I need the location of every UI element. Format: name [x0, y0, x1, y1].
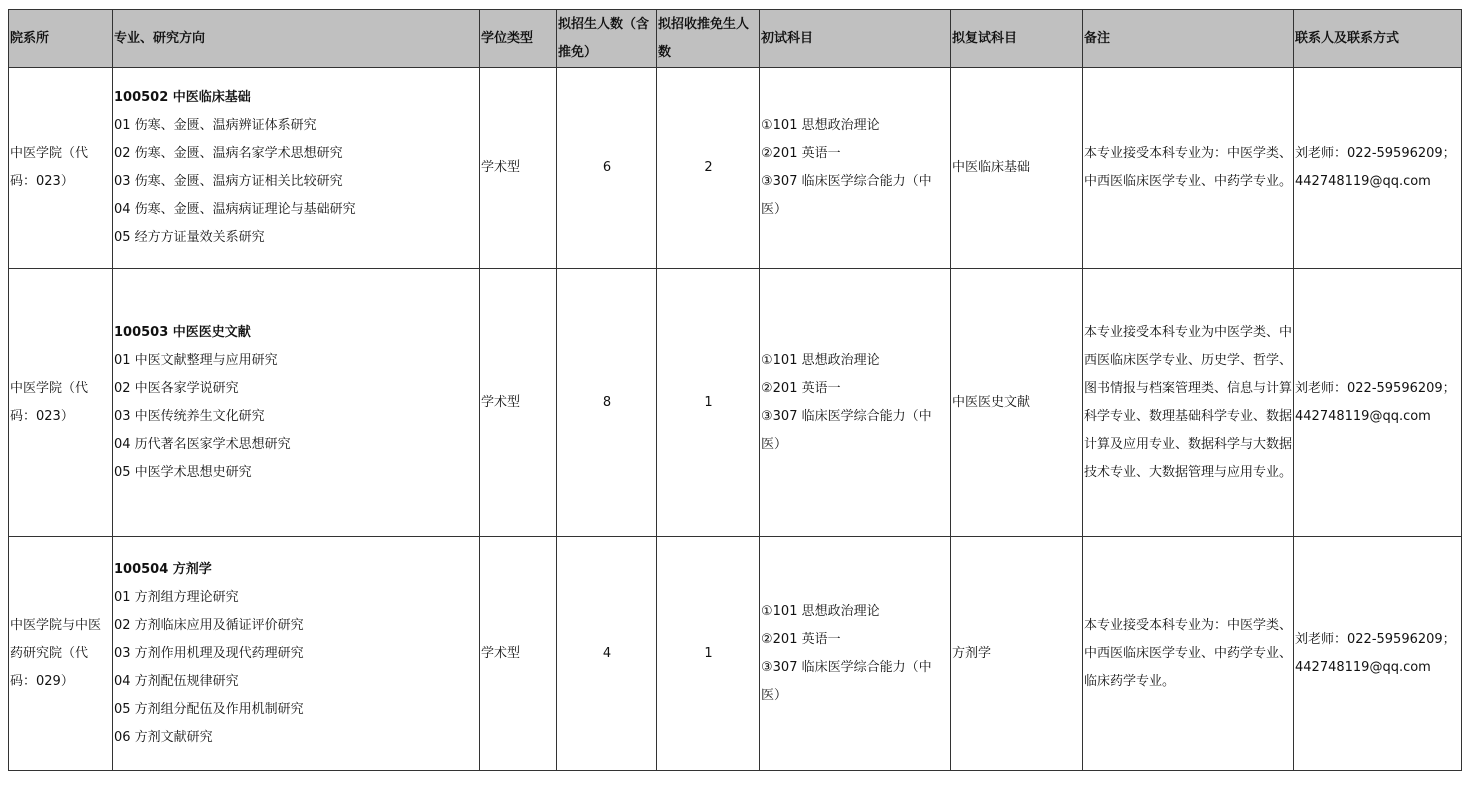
retest-cell: 中医临床基础 — [951, 68, 1083, 269]
direction-item: 03 方剂作用机理及现代药理研究 — [114, 645, 304, 661]
enroll-cell: 6 — [557, 68, 657, 269]
header-major: 专业、研究方向 — [113, 10, 480, 68]
direction-item: 01 方剂组方理论研究 — [114, 589, 239, 605]
exam-item: ②201 英语一 — [761, 380, 841, 396]
retest-cell: 方剂学 — [951, 537, 1083, 771]
exam-item: ①101 思想政治理论 — [761, 352, 880, 368]
exam-item: ③307 临床医学综合能力（中医） — [761, 408, 932, 452]
admissions-table — [8, 9, 1462, 771]
contact-cell: 刘老师：022-59596209；442748119@qq.com — [1294, 68, 1462, 269]
direction-item: 06 方剂文献研究 — [114, 729, 213, 745]
major-cell — [113, 269, 480, 537]
exams-cell — [760, 537, 951, 771]
exam-item: ②201 英语一 — [761, 631, 841, 647]
exam-item: ②201 英语一 — [761, 146, 841, 161]
dept-cell: 中医学院（代码：023） — [9, 68, 113, 269]
header-retest: 拟复试科目 — [951, 10, 1083, 68]
direction-item: 05 经方方证量效关系研究 — [114, 230, 265, 245]
direction-item: 02 方剂临床应用及循证评价研究 — [114, 617, 304, 633]
note-cell: 本专业接受本科专业为中医学类、中西医临床医学专业、历史学、哲学、图书情报与档案管理类、信息与计算科学专业、数理基础科学专业、数据计算及应用专业、数据科学与大数据技术专业、大数据管理与应用专业。 — [1083, 269, 1294, 537]
table-row — [9, 537, 1462, 771]
direction-item: 02 中医各家学说研究 — [114, 380, 239, 396]
header-note: 备注 — [1083, 10, 1294, 68]
direction-item: 04 历代著名医家学术思想研究 — [114, 436, 291, 452]
note-cell: 本专业接受本科专业为：中医学类、中西医临床医学专业、中药学专业、临床药学专业。 — [1083, 537, 1294, 771]
direction-item: 03 伤寒、金匮、温病方证相关比较研究 — [114, 174, 343, 189]
retest-cell: 中医医史文献 — [951, 269, 1083, 537]
note-cell: 本专业接受本科专业为：中医学类、中西医临床医学专业、中药学专业。 — [1083, 68, 1294, 269]
exempt-cell: 1 — [657, 537, 760, 771]
direction-item: 05 中医学术思想史研究 — [114, 464, 252, 480]
header-degree: 学位类型 — [480, 10, 557, 68]
exams-cell — [760, 269, 951, 537]
direction-item: 03 中医传统养生文化研究 — [114, 408, 265, 424]
header-contact: 联系人及联系方式 — [1294, 10, 1462, 68]
exam-item: ①101 思想政治理论 — [761, 118, 880, 133]
table-row — [9, 269, 1462, 537]
direction-item: 01 中医文献整理与应用研究 — [114, 352, 278, 368]
major-title: 100502 中医临床基础 — [114, 90, 251, 105]
degree-cell: 学术型 — [480, 269, 557, 537]
major-cell — [113, 68, 480, 269]
direction-item: 02 伤寒、金匮、温病名家学术思想研究 — [114, 146, 343, 161]
exam-item: ①101 思想政治理论 — [761, 603, 880, 619]
header-row — [9, 10, 1462, 68]
enroll-cell: 8 — [557, 269, 657, 537]
table-row — [9, 68, 1462, 269]
major-title: 100504 方剂学 — [114, 561, 212, 577]
enroll-cell: 4 — [557, 537, 657, 771]
dept-cell: 中医学院（代码：023） — [9, 269, 113, 537]
degree-cell: 学术型 — [480, 537, 557, 771]
header-enroll: 拟招生人数（含推免） — [557, 10, 657, 68]
header-exempt: 拟招收推免生人数 — [657, 10, 760, 68]
direction-item: 04 伤寒、金匮、温病病证理论与基础研究 — [114, 202, 356, 217]
exam-item: ③307 临床医学综合能力（中医） — [761, 659, 932, 703]
major-cell — [113, 537, 480, 771]
exam-item: ③307 临床医学综合能力（中医） — [761, 174, 932, 217]
header-dept: 院系所 — [9, 10, 113, 68]
exempt-cell: 2 — [657, 68, 760, 269]
exams-cell — [760, 68, 951, 269]
major-title: 100503 中医医史文献 — [114, 324, 251, 340]
direction-item: 04 方剂配伍规律研究 — [114, 673, 239, 689]
degree-cell: 学术型 — [480, 68, 557, 269]
dept-cell: 中医学院与中医药研究院（代码：029） — [9, 537, 113, 771]
direction-item: 01 伤寒、金匮、温病辨证体系研究 — [114, 118, 317, 133]
direction-item: 05 方剂组分配伍及作用机制研究 — [114, 701, 304, 717]
contact-cell: 刘老师：022-59596209；442748119@qq.com — [1294, 537, 1462, 771]
header-exams: 初试科目 — [760, 10, 951, 68]
contact-cell: 刘老师：022-59596209；442748119@qq.com — [1294, 269, 1462, 537]
exempt-cell: 1 — [657, 269, 760, 537]
